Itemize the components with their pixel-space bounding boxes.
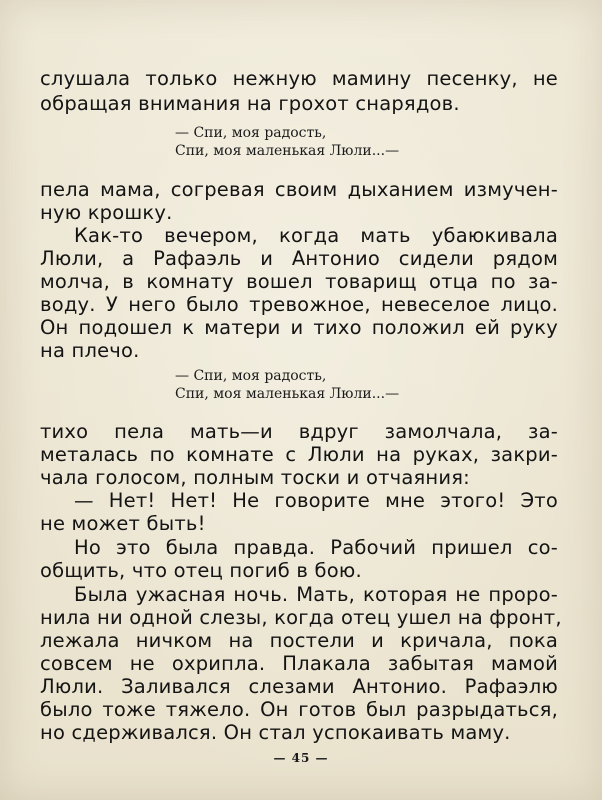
text-line: — Нет! Нет! Не говорите мне этого! Это (74, 489, 558, 512)
text-line: металась по комнате с Люли на руках, закри- (40, 443, 558, 466)
text-line: но сдерживался. Он стал успокаивать маму. (40, 721, 511, 744)
text-line: Он подошел к матери и тихо положил ей руку (40, 316, 558, 339)
text-line: Была ужасная ночь. Мать, которая не проро- (74, 583, 558, 606)
text-line: Люли. Заливался слезами Антонио. Рафаэлю (40, 675, 558, 698)
text-line: чала голосом, полным тоски и отчаяния: (40, 466, 470, 489)
text-line: воду. У него было тревожное, невеселое лицо. (40, 293, 558, 316)
text-line: молча, в комнату вошел товарищ отца по за- (40, 270, 558, 293)
text-line: пела мама, согревая своим дыханием измучен- (40, 178, 558, 201)
text-line: лежала ничком на постели и кричала, пока (40, 629, 558, 652)
text-line: Как-то вечером, когда мать убаюкивала (74, 224, 558, 247)
text-line: общить, что отец погиб в бою. (40, 559, 362, 582)
verse-line: Спи, моя маленькая Люли...— (175, 386, 400, 402)
verse-line: — Спи, моя радость, (175, 125, 327, 141)
text-line: тихо пела мать—и вдруг замолчала, за- (40, 420, 558, 443)
text-line: Люли, а Рафаэль и Антонио сидели рядом (40, 247, 558, 270)
text-line: на плечо. (40, 339, 140, 362)
text-line: нила ни одной слезы, когда отец ушел на фронт, (40, 606, 562, 629)
text-line: совсем не охрипла. Плакала забытая мамой (40, 652, 558, 675)
text-line: было тоже тяжело. Он готов был разрыдаться, (40, 698, 558, 721)
verse-line: — Спи, моя радость, (175, 368, 327, 384)
verse-line: Спи, моя маленькая Люли...— (175, 143, 400, 159)
text-line: обращая внимания на грохот снарядов. (40, 92, 460, 115)
text-line: слушала только нежную мамину песенку, не (40, 67, 558, 90)
page-number: — 45 — (273, 751, 329, 765)
text-line: ную крошку. (40, 201, 173, 224)
text-line: не может быть! (40, 512, 206, 535)
text-line: Но это была правда. Рабочий пришел со- (74, 536, 558, 559)
